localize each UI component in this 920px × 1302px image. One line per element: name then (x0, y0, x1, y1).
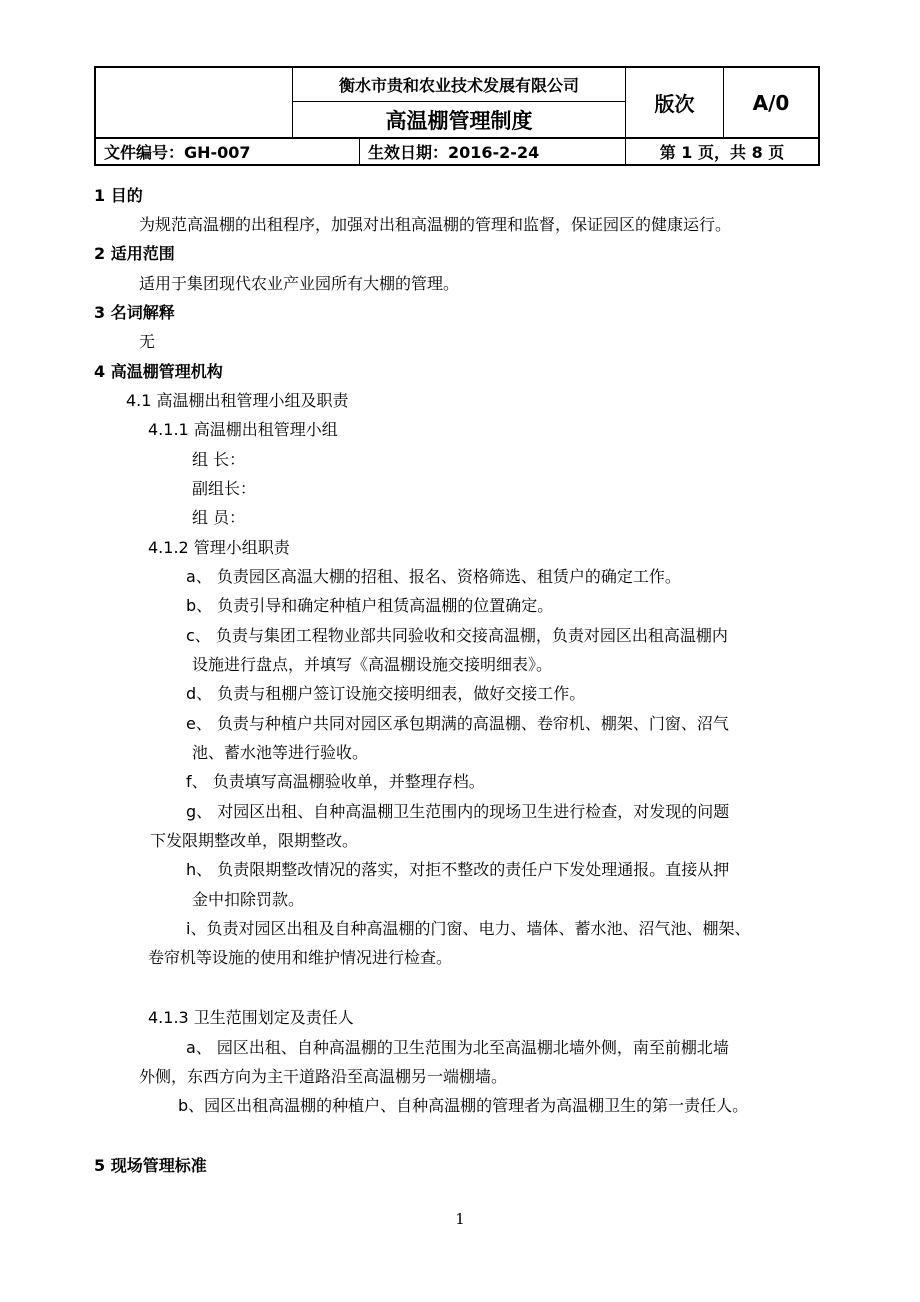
header-table (94, 66, 820, 166)
duty-b: b、 负责引导和确定种植户租赁高温棚的位置确定。 (186, 596, 554, 615)
section-2-title: 2 适用范围 (94, 244, 175, 263)
duty-f: f、 负责填写高温棚验收单，并整理存档。 (186, 772, 485, 791)
duty-g-line1: g、 对园区出租、自种高温棚卫生范围内的现场卫生进行检查，对发现的问题 (186, 802, 730, 821)
section-4-1-title: 4.1 高温棚出租管理小组及职责 (126, 391, 349, 410)
section-4-1-1-title: 4.1.1 高温棚出租管理小组 (148, 420, 338, 439)
section-3-title: 3 名词解释 (94, 303, 175, 322)
vice-leader-line: 副组长： (192, 479, 257, 498)
duty-a: a、 负责园区高温大棚的招租、报名、资格筛选、租赁户的确定工作。 (186, 567, 681, 586)
company-name: 衡水市贵和农业技术发展有限公司 (338, 76, 579, 95)
section-3-text: 无 (139, 332, 156, 351)
duty-c-line1: c、 负责与集团工程物业部共同验收和交接高温棚，负责对园区出租高温棚内 (186, 626, 728, 645)
section-5-title: 5 现场管理标准 (94, 1156, 207, 1175)
duty-e-line2: 池、蓄水池等进行验收。 (192, 743, 369, 762)
section-4-1-2-title: 4.1.2 管理小组职责 (148, 538, 290, 557)
document-title: 高温棚管理制度 (385, 108, 533, 133)
duty-c-line2: 设施进行盘点，并填写《高温棚设施交接明细表》。 (192, 655, 553, 674)
duty-i-line1: i、负责对园区出租及自种高温棚的门窗、电力、墙体、蓄水池、沼气池、棚架、 (186, 919, 751, 938)
section-1-text: 为规范高温棚的出租程序，加强对出租高温棚的管理和监督，保证园区的健康运行。 (139, 215, 732, 234)
member-line: 组 员： (192, 508, 246, 527)
page-info: 第 1 页，共 8 页 (659, 143, 785, 162)
duty-d: d、 负责与租棚户签订设施交接明细表，做好交接工作。 (186, 684, 586, 703)
hygiene-a-line1: a、 园区出租、自种高温棚的卫生范围为北至高温棚北墙外侧，南至前棚北墙 (186, 1038, 729, 1057)
section-4-1-3-title: 4.1.3 卫生范围划定及责任人 (148, 1008, 354, 1027)
hygiene-a-line2: 外侧，东西方向为主干道路沿至高温棚另一端棚墙。 (139, 1067, 508, 1086)
effective-date: 生效日期：2016-2-24 (368, 143, 540, 162)
version-value: A/0 (752, 90, 790, 115)
section-4-title: 4 高温棚管理机构 (94, 362, 223, 381)
duty-e-line1: e、 负责与种植户共同对园区承包期满的高温棚、卷帘机、棚架、门窗、沼气 (186, 714, 729, 733)
duty-g-line2: 下发限期整改单，限期整改。 (150, 831, 359, 850)
version-label: 版次 (654, 92, 695, 116)
duty-h-line2: 金中扣除罚款。 (192, 890, 305, 909)
section-1-title: 1 目的 (94, 186, 143, 205)
duty-i-line2: 卷帘机等设施的使用和维护情况进行检查。 (148, 948, 453, 967)
hygiene-b: b、园区出租高温棚的种植户、自种高温棚的管理者为高温棚卫生的第一责任人。 (178, 1096, 749, 1115)
page-number: 1 (455, 1210, 465, 1228)
document-number: 文件编号：GH-007 (104, 143, 251, 162)
section-2-text: 适用于集团现代农业产业园所有大棚的管理。 (139, 274, 460, 293)
duty-h-line1: h、 负责限期整改情况的落实，对拒不整改的责任户下发处理通报。直接从押 (186, 860, 730, 879)
leader-line: 组 长： (192, 450, 246, 469)
